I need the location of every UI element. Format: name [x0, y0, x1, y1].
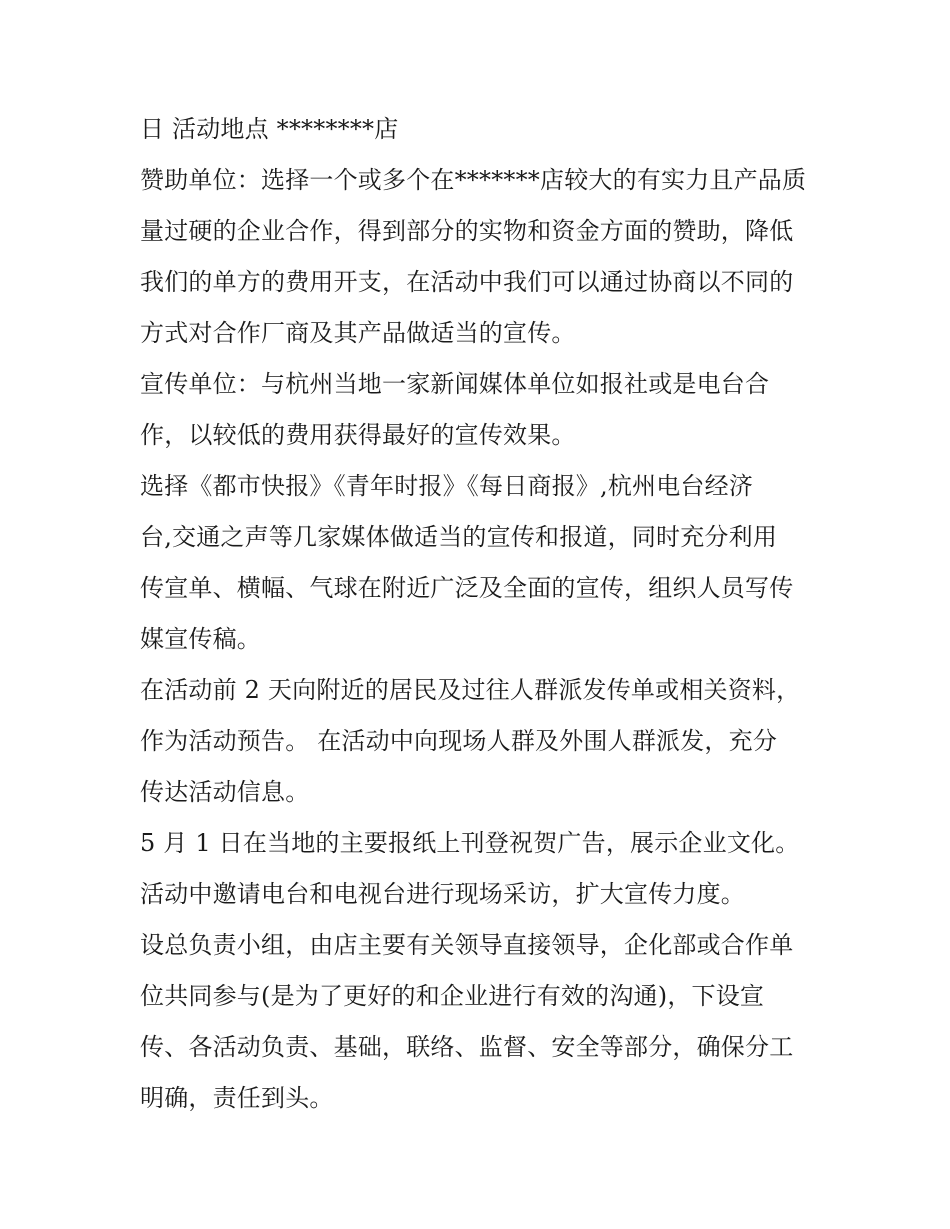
text-line: 媒宣传稿。 — [140, 625, 261, 653]
text-line: 传、各活动负责、基础，联络、监督、安全等部分，确保分工 — [140, 1033, 794, 1061]
text-line: 作，以较低的费用获得最好的宣传效果。 — [140, 421, 576, 449]
text-line: 设总负责小组，由店主要有关领导直接领导，企化部或合作单 — [140, 931, 794, 959]
text-line: 活动中邀请电台和电视台进行现场采访，扩大宣传力度。 — [140, 880, 745, 908]
text-line: 5 月 1 日在当地的主要报纸上刊登祝贺广告，展示企业文化。 — [140, 829, 800, 857]
text-line: 传宣单、横幅、气球在附近广泛及全面的宣传，组织人员写传 — [140, 574, 794, 602]
text-line: 宣传单位：与杭州当地一家新闻媒体单位如报社或是电台合 — [140, 370, 770, 398]
text-line: 日 活动地点 ********店 — [140, 115, 399, 143]
text-line: 位共同参与(是为了更好的和企业进行有效的沟通)，下设宣 — [140, 982, 765, 1010]
document-body — [140, 104, 820, 1124]
text-line: 量过硬的企业合作，得到部分的实物和资金方面的赞助，降低 — [140, 217, 794, 245]
text-line: 传达活动信息。 — [140, 778, 310, 806]
text-line: 我们的单方的费用开支，在活动中我们可以通过协商以不同的 — [140, 268, 794, 296]
text-line: 在活动前 2 天向附近的居民及过往人群派发传单或相关资料， — [140, 676, 801, 704]
text-line: 台,交通之声等几家媒体做适当的宣传和报道，同时充分利用 — [140, 523, 778, 551]
text-line: 方式对合作厂商及其产品做适当的宣传。 — [140, 319, 576, 347]
text-line: 作为活动预告。 在活动中向现场人群及外围人群派发，充分 — [140, 727, 778, 755]
text-line: 赞助单位：选择一个或多个在*******店较大的有实力且产品质 — [140, 166, 807, 194]
text-line: 选择《都市快报》《青年时报》《每日商报》,杭州电台经济 — [140, 472, 754, 500]
text-line: 明确，责任到头。 — [140, 1084, 334, 1112]
